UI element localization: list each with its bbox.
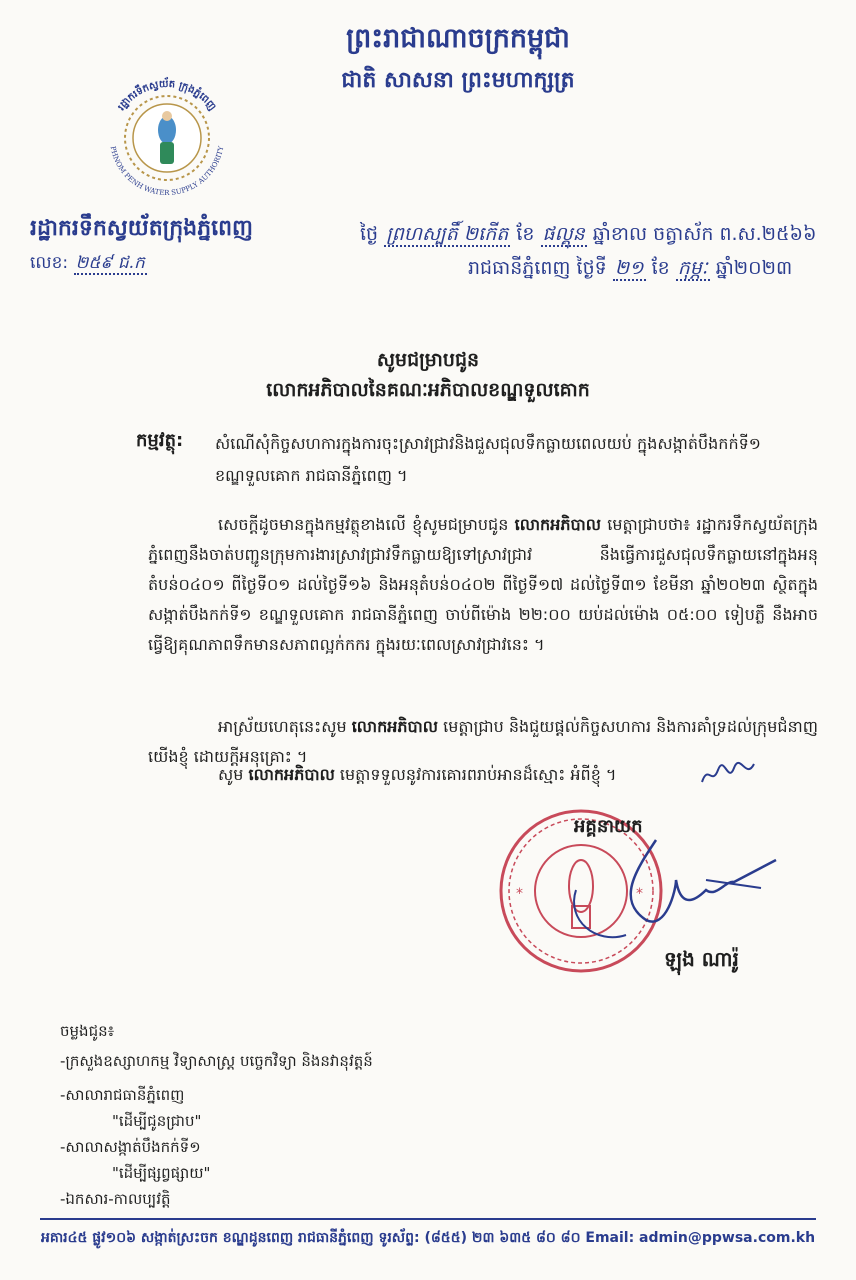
date-month-prefix: ខែ xyxy=(651,257,670,279)
p1-text-a: សេចក្តីដូចមានក្នុងកម្មវត្ថុខាងលើ ខ្ញុំសូមជម្រាបជូន xyxy=(218,515,515,534)
subject-text: សំណើសុំកិច្ចសហការក្នុងការចុះស្រាវជ្រាវនិងជួសជុលទឹកធ្លាយពេលយប់ ក្នុងសង្កាត់បឹងកក់ទី១ ខណ្ឌទួលគោក រាជធានីភ្នំពេញ ។ xyxy=(215,434,761,485)
logo-text-en: PHNOM PENH WATER SUPPLY AUTHORITY xyxy=(108,145,226,198)
ref-value: ២៥៩ ជ.ក xyxy=(75,253,145,273)
lunar-month-handwritten: ផល្គុន xyxy=(542,223,585,245)
body-paragraph-3 xyxy=(218,764,616,788)
initials-scribble xyxy=(698,760,758,790)
handwritten-signature xyxy=(556,820,786,950)
reference-number xyxy=(30,252,147,277)
recipient-salutation: សូមជម្រាបជូន xyxy=(376,349,480,371)
ref-label: លេខ: xyxy=(30,253,69,273)
subject-label: កម្មវត្ថុ: xyxy=(136,430,184,451)
solar-date xyxy=(468,256,792,284)
cc-item-commune-hall: -សាលាសង្កាត់បឹងកក់ទី១ xyxy=(60,1138,201,1156)
p3-bold: លោកអភិបាល xyxy=(248,765,335,784)
date-suffix: ឆ្នាំ២០២៣ xyxy=(715,257,793,279)
cc-item-ministry: -ក្រសួងឧស្សាហកម្ម វិទ្យាសាស្ត្រ បច្ចេកវិទ្យា និងនវានុវត្តន៍ xyxy=(60,1052,373,1070)
svg-text:*: * xyxy=(516,886,523,902)
ppwsa-logo xyxy=(92,60,242,210)
svg-text:*: * xyxy=(636,886,643,902)
lunar-prefix: ថ្ងៃ xyxy=(360,223,379,245)
date-prefix: រាជធានីភ្នំពេញ ថ្ងៃទី xyxy=(468,257,607,279)
lunar-suffix: ឆ្នាំខាល ចត្វាស័ក ព.ស.២៥៦៦ xyxy=(592,223,817,245)
lunar-day-handwritten: ព្រហស្បតិ៍ ២កើត xyxy=(386,223,509,245)
cc-note-inform: "ដើម្បីជូនជ្រាប" xyxy=(112,1112,202,1130)
recipient-name: លោកអភិបាលនៃគណៈអភិបាលខណ្ឌទួលគោក xyxy=(266,379,590,401)
p2-text-a: អាស្រ័យហេតុនេះសូម xyxy=(218,717,352,736)
kingdom-title: ព្រះរាជាណាចក្រកម្ពុជា xyxy=(346,23,570,54)
p1-text-b: មេត្តាជ្រាបថា៖ រដ្ឋាករទឹកស្វយ័តក្រុងភ្នំពេញនឹងចាត់បញ្ជូនក្រុមការងារស្រាវជ្រាវទឹកធ្លាយឱ្យទៅស្រាវជ្រាវ នឹងធ្វើការជួសជុលទឹកធ្លាយនៅក្នុងអនុតំបន់០៤០១ ពីថ្ងៃទី០១ ដល់ថ្ងៃទី១៦ និងអនុតំបន់០៤០២ ពីថ្ងៃទី១៧ ដល់ថ្ងៃទី៣១ ខែមីនា ឆ្នាំ២០២៣ ស្ថិតក្នុងសង្កាត់បឹងកក់ទី១ ខណ្ឌទួលគោក រាជធានីភ្នំពេញ ចាប់ពីម៉ោង ២២:០០ យប់ដល់ម៉ោង ០៥:០០ ទៀបភ្លឺ នឹងអាចធ្វើឱ្យគុណភាពទឹកមានសភាពល្អក់កករ ក្នុងរយៈពេលស្រាវជ្រាវនេះ ។ xyxy=(148,515,818,654)
cc-item-archive: -ឯកសារ-កាលប្បវត្តិ xyxy=(60,1190,171,1208)
p3-text-a: សូម xyxy=(218,765,249,784)
date-day-handwritten: ២១ xyxy=(614,257,644,279)
lunar-month-prefix: ខែ xyxy=(516,223,535,245)
cc-note-disseminate: "ដើម្បីផ្សព្វផ្សាយ" xyxy=(112,1164,211,1182)
p2-text-b: មេត្តាជ្រាប និងជួយផ្តល់កិច្ចសហការ និងការគាំទ្រដល់ក្រុមជំនាញយើងខ្ញុំ ដោយក្តីអនុគ្រោះ ។ xyxy=(148,717,818,766)
date-month-handwritten: កុម្ភៈ xyxy=(677,257,708,279)
signatory-name: ឡុង ណារ៉ូ xyxy=(664,947,739,971)
cc-heading: ចម្លងជូន៖ xyxy=(60,1022,115,1040)
logo-text-kh: រដ្ឋាករទឹកស្វយ័ត ក្រុងភ្នំពេញ xyxy=(116,78,218,113)
lunar-date xyxy=(360,222,816,250)
p2-bold: លោកអភិបាល xyxy=(351,717,439,736)
footer-contact: អគារ៤៥ ផ្លូវ១០៦ សង្កាត់ស្រះចក ខណ្ឌដូនពេញ រាជធានីភ្នំពេញ ទូរស័ព្ទ: (៨៥៥) ២៣ ៦៣៥ ៨០ ៨០ Email: admin@ppwsa.com.kh xyxy=(40,1230,816,1246)
body-paragraph-1 xyxy=(148,510,818,660)
organization-name: រដ្ឋាករទឹកស្វយ័តក្រុងភ្នំពេញ xyxy=(30,216,254,241)
footer-divider xyxy=(40,1218,816,1220)
director-title: អគ្គនាយក xyxy=(574,816,643,837)
cc-item-city-hall: -សាលារាជធានីភ្នំពេញ xyxy=(60,1086,185,1104)
p1-bold: លោកអភិបាល xyxy=(514,515,601,534)
p3-text-b: មេត្តាទទួលនូវការគោរពរាប់អានដ៏ស្មោះ អំពីខ្ញុំ ។ xyxy=(334,765,617,784)
national-motto: ជាតិ សាសនា ព្រះមហាក្សត្រ xyxy=(341,68,575,93)
